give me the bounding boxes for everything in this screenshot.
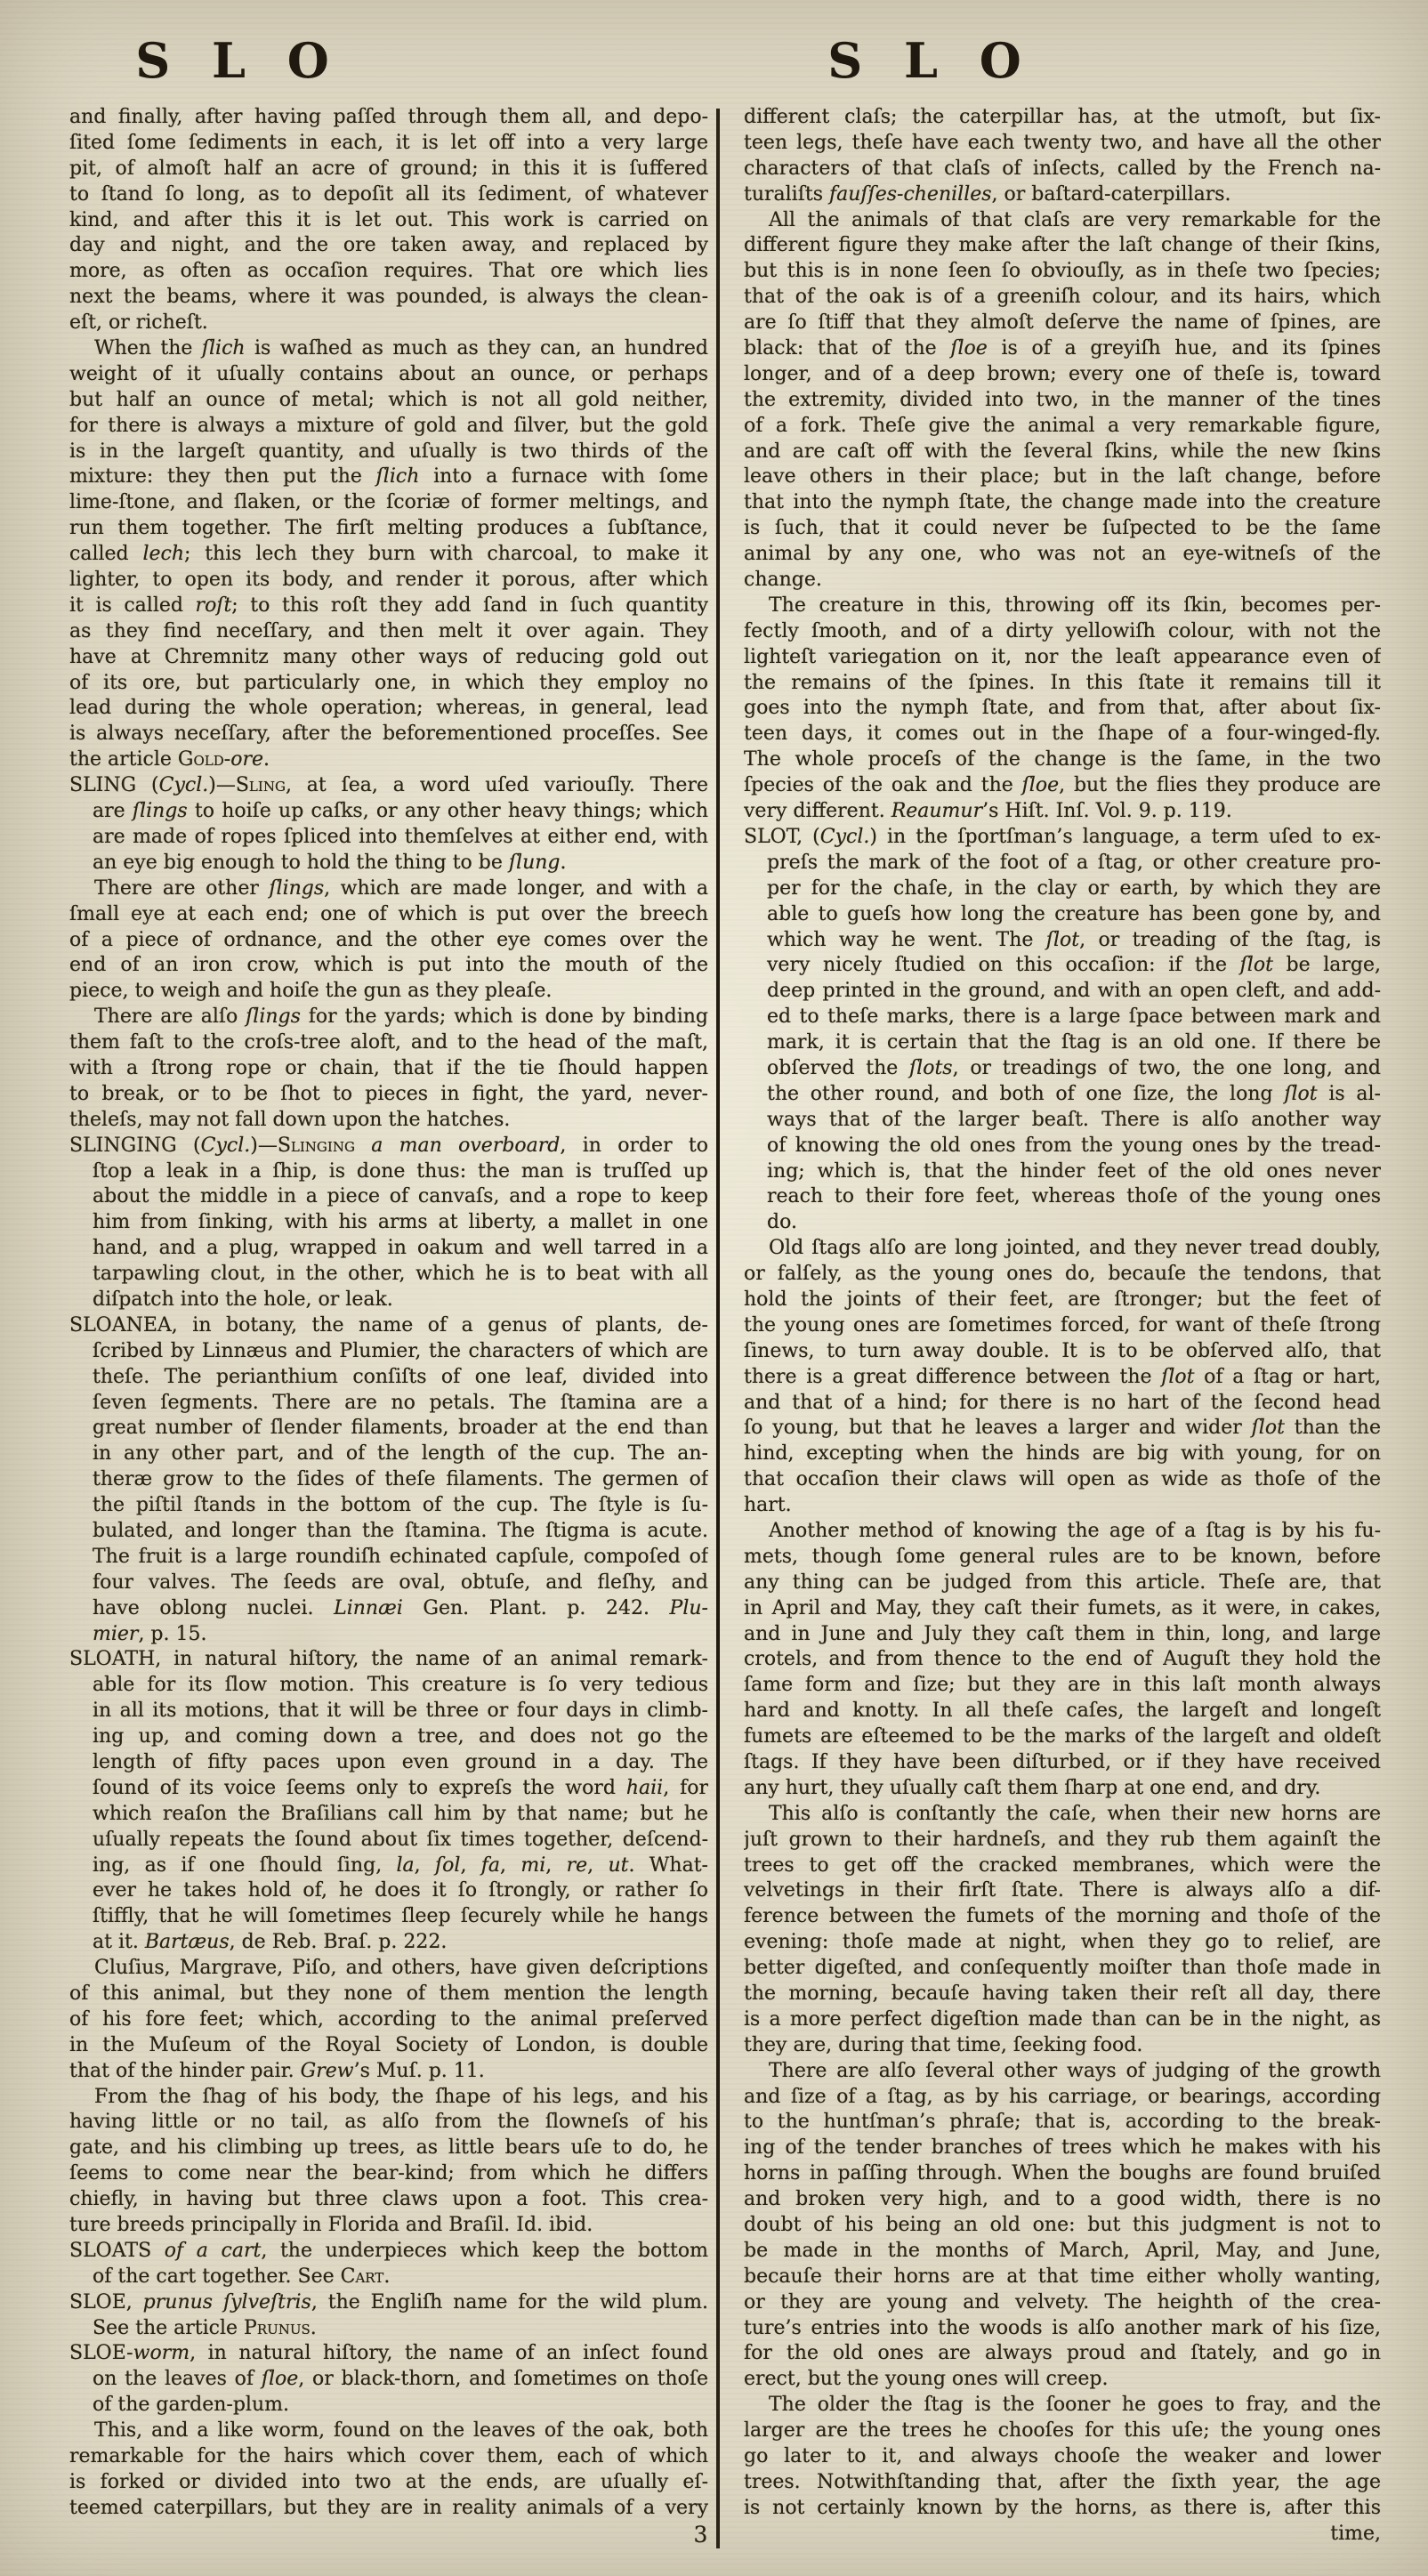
text-line: erect, but the young ones will creep. (744, 2368, 1109, 2391)
text-line: Old ſtags alſo are long jointed, and they never tread doubly, (769, 1237, 1381, 1260)
text-line: is forked or divided into two at the ends, are uſually eſ- (69, 2470, 708, 2493)
text-line: SLOANEA, in botany, the name of a genus of plants, de- (69, 1313, 708, 1336)
text-line: longer, and of a deep brown; every one of theſe is, toward (744, 362, 1381, 385)
text-line: turaliſts fauſſes-chenilles, or baſtard-caterpillars. (744, 182, 1231, 206)
text-line: ſcribed by Linnæus and Plumier, the characters of which are (93, 1339, 708, 1362)
text-line: of this animal, but they none of them mention the length (69, 1982, 708, 2006)
text-line: great number of ſlender filaments, broader at the end than (93, 1417, 708, 1440)
text-line: gate, and his climbing up trees, as little bears uſe to do, he (69, 2136, 708, 2160)
text-line: SLOE, prunus ſylveſtris, the Engliſh name for the wild plum. (69, 2290, 708, 2314)
text-line: as they find neceſſary, and then melt it over again. They (69, 619, 708, 642)
text-line: different figure they make after the laſt change of their ſkins, (744, 234, 1381, 257)
text-line: teen legs, theſe have each twenty two, and have all the other (744, 131, 1381, 154)
text-line: All the animals of that claſs are very remarkable for the (769, 208, 1381, 231)
text-line: piece, to weigh and hoiſe the gun as they pleaſe. (69, 980, 553, 1003)
text-line: better digeſted, and conſequently moiſter than thoſe made in (744, 1957, 1381, 1980)
text-line: hand, and a plug, wrapped in oakum and well tarred in a (93, 1237, 708, 1260)
text-line: mark, it is certain that the ſtag is an old one. If there be (767, 1031, 1381, 1054)
text-line: the piſtil ſtands in the bottom of the cup. The ſtyle is ſu- (93, 1494, 708, 1517)
text-line: of a piece of ordnance, and the other eye comes over the (69, 928, 708, 951)
text-line: lime-ſtone, and ſlaken, or the ſcoriæ of former meltings, and (69, 491, 708, 514)
text-line: that of the hinder pair. Grew’s Muſ. p. 11. (69, 2059, 485, 2082)
text-line: ever he takes hold of, he does it ſo ſtrongly, or rather ſo (93, 1879, 708, 1902)
text-line: in the Muſeum of the Royal Society of London, is double (69, 2033, 708, 2056)
text-line: teemed caterpillars, but they are in reality animals of a very (69, 2496, 708, 2519)
text-line: chiefly, in having but three claws upon a foot. This crea- (69, 2188, 708, 2211)
text-line: doubt of his being an old one: but this judgment is not to (744, 2214, 1381, 2237)
paragraph (744, 2393, 1381, 2521)
text-line: hind, excepting when the hinds are big with young, for on (744, 1442, 1381, 1466)
paragraph (744, 105, 1381, 208)
text-line: There are alſo ſlings for the yards; which is done by binding (94, 1005, 708, 1029)
text-line: more, as often as occaſion requires. That ore which lies (69, 260, 708, 283)
paragraph (69, 2419, 708, 2522)
paragraph (69, 2239, 708, 2290)
text-line: able for its ſlow motion. This creature is ſo very tedious (93, 1674, 708, 1697)
text-line: are ſlings to hoiſe up caſks, or any other heavy things; which (93, 800, 708, 823)
text-line: becauſe their horns are at that time either wholly wanting, (744, 2265, 1381, 2288)
text-line: ſtop a leak in a ſhip, is done thus: the man is truſſed up (93, 1159, 708, 1183)
text-line: ing, as if one ſhould ſing, la, ſol, fa, mi, re, ut. What- (93, 1853, 708, 1877)
paragraph (69, 105, 708, 336)
text-line: are ſo ſtiff that they almoſt deſerve the name of ſpines, are (744, 311, 1381, 335)
text-line: which way he went. The ſlot, or treading of the ſtag, is (767, 928, 1381, 951)
text-line: lead during the whole operation; whereas, in general, lead (69, 697, 708, 720)
text-line: there is a great difference between the ſlot of a ſtag or hart, (744, 1365, 1381, 1388)
running-head-left: S L O (135, 32, 342, 89)
text-line: lighteſt variegation on it, nor the leaſt appearance even of (744, 645, 1381, 668)
text-line: ſpecies of the oak and the ſloe, but the flies they produce are (744, 774, 1381, 797)
paragraph (69, 1134, 708, 1313)
text-line: reach to their fore feet, whereas thoſe of the young ones (767, 1185, 1381, 1208)
text-line: of the garden-plum. (93, 2394, 289, 2417)
text-line: ture’s entries into the woods is alſo another mark of his ſize, (744, 2316, 1381, 2339)
paragraph (69, 876, 708, 1005)
running-head-right: S L O (827, 32, 1034, 89)
text-line: ſeems to come near the bear-kind; from which he differs (69, 2162, 708, 2185)
text-line: different claſs; the caterpillar has, at the utmoſt, but ſix- (744, 106, 1381, 128)
text-line: is always neceſſary, after the beforementioned proceſſes. See (69, 723, 708, 746)
text-line: that into the nymph ſtate, the change made into the creature (744, 491, 1381, 514)
text-line: evening: thoſe made at night, when they go to relief, are (744, 1931, 1381, 1954)
text-line: to ſtand ſo long, as to depoſit all its ſediment, of whatever (69, 182, 708, 206)
text-line: of the cart together. See Cart. (93, 2265, 391, 2288)
text-line: on the leaves of ſloe, or black-thorn, and ſometimes on thoſe (93, 2368, 708, 2391)
text-line: mixture: they then put the ſlich into a furnace with ſome (69, 465, 708, 489)
text-line: an eye big enough to hold the thing to be ſlung. (93, 851, 567, 874)
text-line: ference between the fumets of the morning and thoſe of the (744, 1905, 1381, 1928)
text-line: pit, of almoſt half an acre of ground; in this it is ſuffered (69, 157, 708, 180)
text-line: change. (744, 569, 822, 592)
text-line: kind, and after this it is let out. This work is carried on (69, 208, 708, 231)
text-line: eſt, or richeſt. (69, 311, 208, 335)
text-line: mets, though ſome general rules are to be known, before (744, 1545, 1381, 1568)
text-line: trees. Notwithſtanding that, after the ſixth year, the age (744, 2470, 1381, 2493)
text-line: the young ones are ſometimes forced, for want of theſe ſtrong (744, 1313, 1381, 1336)
text-line: run them together. The firſt melting produces a ſubſtance, (69, 517, 708, 540)
text-line: is ſuch, that it could never be ſuſpected to be the ſame (744, 517, 1381, 540)
text-line: to the huntſman’s phraſe; that is, according to the break- (744, 2111, 1381, 2134)
paragraph (744, 825, 1381, 1236)
paragraph (69, 336, 708, 773)
text-line: about the middle in a piece of canvaſs, and a rope to keep (93, 1185, 708, 1208)
text-line: ing up, and coming down a tree, and does not go the (93, 1725, 708, 1748)
text-line: very different. Reaumur’s Hiſt. Inſ. Vol. 9. p. 119. (744, 800, 1232, 823)
text-line: be made in the months of March, April, May, and June, (744, 2239, 1381, 2262)
text-line: This alſo is conſtantly the caſe, when their new horns are (769, 1802, 1381, 1825)
text-line: preſs the mark of the foot of a ſtag, or other creature pro- (767, 851, 1381, 874)
text-line: weight of it uſually contains about an ounce, or perhaps (69, 362, 708, 385)
text-line: and ſize of a ſtag, as by his carriage, or bearings, according (744, 2085, 1381, 2108)
text-line: trees to get off the cracked membranes, which were the (744, 1853, 1381, 1877)
text-line: and broken very high, and to a good width, there is no (744, 2188, 1381, 2211)
text-line: it is called roſt; to this roſt they add ſand in ſuch quantity (69, 594, 708, 617)
text-line: fectly ſmooth, and of a dirty yellowiſh colour, with not the (744, 619, 1381, 642)
text-line: There are alſo ſeveral other ways of judging of the growth (769, 2059, 1381, 2082)
text-line: ſited ſome ſediments in each, it is let off into a very large (69, 131, 708, 154)
text-line: SLOE-worm, in natural hiſtory, the name of an inſect found (69, 2342, 708, 2365)
text-line: fumets are eſteemed to be the marks of the largeſt and oldeſt (744, 1725, 1381, 1748)
text-line: they are, during that time, ſeeking food. (744, 2033, 1143, 2056)
text-line: time, (1330, 2522, 1381, 2545)
text-line: of its ore, but particularly one, in which they employ no (69, 671, 708, 694)
text-line: hold the joints of their feet, are ſtronger; but the feet of (744, 1288, 1381, 1311)
text-line: is a more perfect digeſtion made than can be in the night, as (744, 2007, 1381, 2031)
text-line: the morning, becauſe having taken their reſt all day, there (744, 1982, 1381, 2006)
text-line: very nicely ſtudied on this occaſion: if the ſlot be large, (767, 954, 1381, 977)
column-divider-rule (716, 109, 720, 2548)
column-left-text (69, 105, 708, 2522)
text-line: The creature in this, throwing off its ſkin, becomes per- (769, 594, 1381, 617)
paragraph (69, 1005, 708, 1133)
page-signature-number: 3 (693, 2522, 708, 2548)
text-line: in April and May, they caſt their fumets, as it were, in cakes, (744, 1596, 1381, 1619)
text-line: diſpatch into the hole, or leak. (93, 1288, 393, 1311)
text-line: ed to theſe marks, there is a large ſpace between mark and (767, 1005, 1381, 1029)
text-line: ways that of the larger beaſt. There is alſo another way (767, 1108, 1381, 1131)
text-line: in any other part, and of the length of the cup. The an- (93, 1442, 708, 1466)
text-line: goes into the nymph ſtate, and from that, after about ſix- (744, 697, 1381, 720)
text-line: able to gueſs how long the creature has been gone by, and (767, 902, 1381, 925)
paragraph (744, 1236, 1381, 1519)
text-line: larger are the trees he chooſes for this uſe; the young ones (744, 2419, 1381, 2443)
text-line: hard and knotty. In all theſe caſes, the largeſt and longeſt (744, 1700, 1381, 1723)
text-line: the other round, and both of one ſize, the long ſlot is al- (767, 1082, 1381, 1105)
paragraph (69, 773, 708, 876)
text-line: The fruit is a large roundiſh echinated capſule, compoſed of (93, 1545, 708, 1568)
paragraph (744, 594, 1381, 825)
text-line: ſame form and ſize; but they are in this laſt month always (744, 1674, 1381, 1697)
paragraph (744, 2059, 1381, 2394)
text-line: remarkable for the hairs which cover them, each of which (69, 2445, 708, 2468)
paragraph (69, 2085, 708, 2239)
text-line: next the beams, where it was pounded, is always the clean- (69, 286, 708, 309)
text-line: of knowing the old ones from the young ones by the tread- (767, 1134, 1381, 1157)
text-line: that occaſion their claws will open as wide as thoſe of the (744, 1468, 1381, 1491)
text-line: at it. Bartæus, de Reb. Braſ. p. 222. (93, 1931, 448, 1954)
text-line: have at Chremnitz many other ways of reducing gold out (69, 645, 708, 668)
text-line: Cluſius, Margrave, Piſo, and others, have given deſcriptions (94, 1957, 708, 1980)
text-line: and are caſt off with the ſeveral ſkins, while the new ſkins (744, 440, 1381, 463)
text-line: mier, p. 15. (93, 1622, 207, 1645)
text-line: ſo young, but that he leaves a larger and wider ſlot than the (744, 1417, 1381, 1440)
text-line: There are other ſlings, which are made longer, and with a (94, 876, 708, 900)
text-line: to break, or to be ſhot to pieces in fight, the yard, never- (69, 1082, 708, 1105)
text-line: of a fork. Theſe give the animal a very remarkable figure, (744, 414, 1381, 437)
text-line: crotels, and from thence to the end of Auguſt they hold the (744, 1648, 1381, 1671)
paragraph (69, 1647, 708, 1956)
text-line: Another method of knowing the age of a ſtag is by his fu- (769, 1519, 1381, 1542)
text-line: the remains of the ſpines. In this ſtate it remains till it (744, 671, 1381, 694)
text-line: any thing can be judged from this article. Theſe are, that (744, 1571, 1381, 1594)
text-line: but this is in none ſeen ſo obviouſly, as in theſe two ſpecies; (744, 260, 1381, 283)
text-line: called lech; this lech they burn with charcoal, to make it (69, 543, 708, 566)
paragraph (744, 208, 1381, 594)
text-line: is not certainly known by the horns, as there is, after this (744, 2496, 1381, 2519)
text-line: do. (767, 1211, 797, 1234)
text-line: SLING (Cycl.)—Sling, at ſea, a word uſed variouſly. There (69, 774, 708, 797)
text-line: per for the chaſe, in the clay or earth, by which they are (767, 876, 1381, 900)
paragraph (744, 1519, 1381, 1802)
text-line: end of an iron crow, which is put into the mouth of the (69, 954, 708, 977)
text-line: having little or no tail, as alſo from the ſlowneſs of his (69, 2111, 708, 2134)
text-line: ſtags. If they have been diſturbed, or if they have received (744, 1751, 1381, 1773)
text-line: This, and a like worm, found on the leaves of the oak, both (94, 2419, 708, 2443)
text-line: tarpawling clout, in the other, which he is to beat with all (93, 1263, 708, 1286)
text-line: black: that of the ſloe is of a greyiſh hue, and its ſpines (744, 337, 1381, 360)
text-line: that of the oak is of a greeniſh colour, and its hairs, which (744, 286, 1381, 309)
text-line: theleſs, may not fall down upon the hatches. (69, 1108, 511, 1131)
paragraph (69, 1313, 708, 1648)
text-line: for there is always a mixture of gold and ſilver, but the gold (69, 414, 708, 437)
text-line: deep printed in the ground, and with an open cleft, and add- (767, 980, 1381, 1003)
text-line: ture breeds principally in Florida and Braſil. Id. ibid. (69, 2214, 593, 2237)
text-line: the extremity, divided into two, in the manner of the tines (744, 388, 1381, 411)
column-right-text (744, 105, 1381, 2548)
text-line: have oblong nuclei. Linnæi Gen. Plant. p. 242. Plu- (93, 1596, 708, 1619)
paragraph (69, 2341, 708, 2419)
paragraph (69, 1956, 708, 2084)
text-line: but half an ounce of metal; which is not all gold neither, (69, 388, 708, 411)
text-line: animal by any one, who was not an eye-witneſs of the (744, 543, 1381, 566)
text-line: ſtiffly, that he will ſometimes ſleep ſecurely while he hangs (93, 1905, 708, 1928)
text-line: juſt grown to their hardneſs, and they rub them againſt the (744, 1828, 1381, 1851)
text-line: or falſely, as the young ones do, becauſe the tendons, that (744, 1263, 1381, 1286)
text-line: ſeven ſegments. There are no petals. The ſtamina are a (93, 1391, 708, 1414)
text-line: day and night, and the ore taken away, and replaced by (69, 234, 708, 257)
text-line: The whole proceſs of the change is the ſame, in the two (744, 748, 1381, 771)
text-line: ing of the tender branches of trees which he makes with his (744, 2136, 1381, 2160)
text-line: theſe. The perianthium conſiſts of one leaf, divided into (93, 1365, 708, 1388)
text-line: lighter, to open its body, and render it porous, after which (69, 569, 708, 592)
text-line: characters of that claſs of inſects, called by the French na- (744, 157, 1381, 180)
text-line: When the ſlich is waſhed as much as they can, an hundred (94, 337, 708, 360)
text-line: are made of ropes ſpliced into themſelves at either end, with (93, 825, 708, 848)
text-line: teen days, it comes out in the ſhape of a four-winged-fly. (744, 723, 1381, 746)
text-line: ing; which is, that the hinder feet of the old ones never (767, 1159, 1381, 1183)
text-line: and that of a hind; for there is no hart of the ſecond head (744, 1391, 1381, 1414)
text-line: the article Gold-ore. (69, 748, 270, 771)
text-line: From the ſhag of his body, the ſhape of his legs, and his (94, 2085, 708, 2108)
text-line: SLOATS of a cart, the underpieces which keep the bottom (69, 2239, 708, 2262)
text-line: them faſt to the croſs-tree aloft, and to the head of the maſt, (69, 1031, 708, 1054)
text-line: for the old ones are always proud and ſtately, and go in (744, 2342, 1381, 2365)
text-line: four valves. The ſeeds are oval, obtuſe, and fleſhy, and (93, 1571, 708, 1594)
paragraph (69, 2290, 708, 2342)
text-line: obſerved the ſlots, or treadings of two, the one long, and (767, 1056, 1381, 1079)
text-line: ſound of its voice ſeems only to expreſs the word haii, for (93, 1776, 708, 1799)
text-line: with a ſtrong rope or chain, that if the tie ſhould happen (69, 1056, 708, 1079)
text-line: and in June and July they caſt them in thin, long, and large (744, 1622, 1381, 1645)
text-line: length of fifty paces upon even ground in a day. The (93, 1751, 708, 1773)
text-line: leave others in their place; but in the laſt change, before (744, 465, 1381, 489)
text-line: hart. (744, 1494, 792, 1517)
text-line: go later to it, and always chooſe the weaker and lower (744, 2445, 1381, 2468)
catchword (744, 2522, 1381, 2548)
text-line: velvetings in their firſt ſtate. There is always alſo a dif- (744, 1879, 1381, 1902)
text-line: ſinews, to turn away double. It is to be obſerved alſo, that (744, 1339, 1381, 1362)
text-line: uſually repeats the ſound about ſix times together, deſcend- (93, 1828, 708, 1851)
text-line: any hurt, they uſually caſt them ſharp at one end, and dry. (744, 1776, 1321, 1799)
text-line: ſmall eye at each end; one of which is put over the breech (69, 902, 708, 925)
text-line: and finally, after having paſſed through them all, and depo- (69, 106, 708, 128)
text-line: which reaſon the Braſilians call him by that name; but he (93, 1802, 708, 1825)
text-line: or they are young and velvety. The heighth of the crea- (744, 2290, 1381, 2314)
text-line: The older the ſtag is the ſooner he goes to fray, and the (769, 2394, 1381, 2417)
text-line: SLINGING (Cycl.)—Slinging a man overboard, in order to (69, 1134, 708, 1157)
text-line: SLOATH, in natural hiſtory, the name of an animal remark- (69, 1648, 708, 1671)
paragraph (744, 1802, 1381, 2059)
text-line: is in the largeſt quantity, and uſually is two thirds of the (69, 440, 708, 463)
text-line: of his fore feet; which, according to the animal preſerved (69, 2007, 708, 2031)
text-line: SLOT, (Cycl.) in the ſportſman’s language, a term uſed to ex- (744, 825, 1381, 848)
text-line: See the article Prunus. (93, 2316, 317, 2339)
text-line: bulated, and longer than the ſtamina. The ſtigma is acute. (93, 1519, 708, 1542)
text-line: theræ grow to the ſides of theſe filaments. The germen of (93, 1468, 708, 1491)
text-line: him from ſinking, with his arms at liberty, a mallet in one (93, 1211, 708, 1234)
text-line: horns in paſſing through. When the boughs are found bruiſed (744, 2162, 1381, 2185)
text-line: in all its motions, that it will be three or four days in climb- (93, 1700, 708, 1723)
